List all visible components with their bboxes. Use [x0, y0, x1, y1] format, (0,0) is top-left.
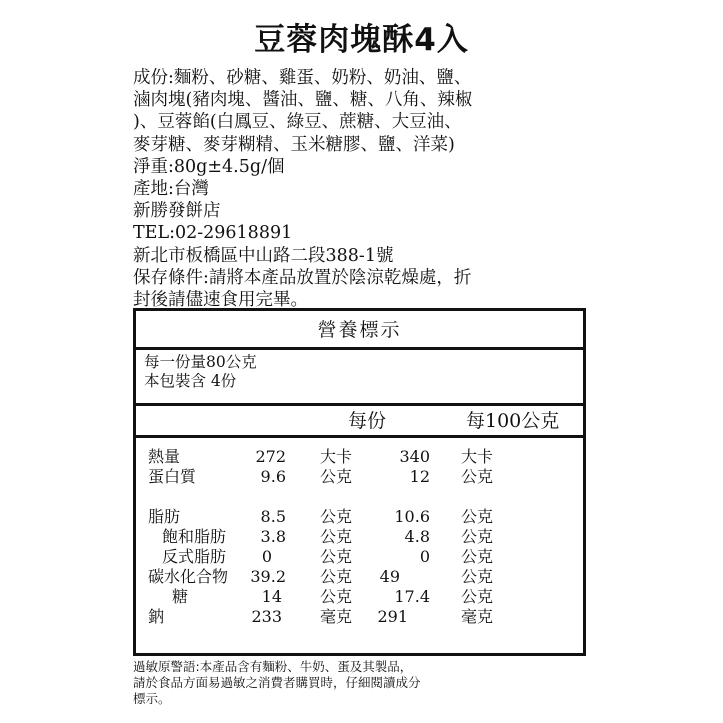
value-per-serving: 9.6	[260, 467, 286, 486]
unit-per-100g: 公克	[461, 507, 494, 526]
nutrition-row	[136, 527, 583, 547]
nutrition-row	[136, 467, 583, 487]
value-per-serving: 233	[251, 607, 282, 626]
allergen-line: 過敏原警語:本產品含有麵粉、牛奶、蛋及其製品，	[133, 659, 413, 674]
info-line: 麥芽糖、麥芽糊精、玉米糖膠、鹽、洋菜)	[133, 134, 455, 155]
value-per-100g: 0	[419, 547, 430, 566]
nutrition-row	[136, 447, 583, 467]
info-line: 保存條件:請將本產品放置於陰涼乾燥處，折	[133, 267, 472, 288]
value-per-serving: 14	[261, 587, 282, 606]
info-line: 封後請儘速食用完畢。	[133, 290, 308, 311]
nutrient-name: 碳水化合物	[148, 567, 229, 586]
column-header-per-100g: 每100公克	[466, 410, 560, 432]
unit-per-serving: 公克	[320, 527, 353, 546]
unit-per-100g: 公克	[461, 527, 494, 546]
allergen-line: 請於食品方面易過敏之消費者購買時，仔細閱讀成分	[133, 675, 421, 690]
unit-per-100g: 毫克	[461, 607, 494, 626]
nutrient-name: 脂肪	[148, 507, 181, 526]
nutrition-row	[136, 567, 583, 587]
divider	[136, 435, 583, 438]
info-line: )、豆蓉餡(白鳳豆、綠豆、蔗糖、大豆油、	[133, 112, 462, 133]
value-per-serving: 3.8	[260, 527, 286, 546]
unit-per-serving: 大卡	[320, 447, 353, 466]
unit-per-100g: 公克	[461, 467, 494, 486]
value-per-100g: 17.4	[394, 587, 430, 606]
unit-per-serving: 公克	[320, 507, 353, 526]
unit-per-serving: 公克	[320, 467, 353, 486]
value-per-100g: 10.6	[394, 507, 430, 526]
nutrient-name: 鈉	[148, 607, 165, 626]
info-line: 滷肉塊(豬肉塊、醬油、鹽、糖、八角、辣椒	[133, 90, 473, 111]
serving-size: 每一份量80公克	[144, 353, 257, 371]
value-per-100g: 340	[399, 447, 430, 466]
info-line: 新勝發餅店	[133, 201, 221, 222]
info-line: 新北市板橋區中山路二段388-1號	[133, 245, 394, 266]
column-header-per-serving: 每份	[348, 410, 387, 432]
value-per-100g: 49	[379, 567, 400, 586]
nutrient-name: 反式脂肪	[162, 547, 227, 566]
unit-per-100g: 公克	[461, 547, 494, 566]
product-title: 豆蓉肉塊酥4入	[254, 22, 469, 58]
nutrition-row	[136, 607, 583, 627]
info-line: 產地:台灣	[133, 179, 209, 200]
servings-per-pack: 本包裝含 4份	[144, 372, 237, 390]
value-per-serving: 272	[255, 447, 286, 466]
unit-per-serving: 公克	[320, 587, 353, 606]
nutrient-name: 飽和脂肪	[162, 527, 227, 546]
unit-per-serving: 公克	[320, 547, 353, 566]
value-per-100g: 12	[409, 467, 430, 486]
unit-per-serving: 毫克	[320, 607, 353, 626]
product-info	[133, 67, 573, 311]
nutrient-name: 熱量	[148, 447, 181, 466]
unit-per-100g: 公克	[461, 567, 494, 586]
nutrition-row	[136, 587, 583, 607]
value-per-100g: 4.8	[404, 527, 430, 546]
divider	[136, 347, 583, 350]
info-line: TEL:02-29618891	[133, 223, 293, 244]
unit-per-serving: 公克	[320, 567, 353, 586]
value-per-serving: 39.2	[250, 567, 286, 586]
value-per-serving: 0	[261, 547, 272, 566]
allergen-line: 標示。	[133, 691, 171, 706]
nutrient-name: 蛋白質	[148, 467, 197, 486]
serving-info	[144, 353, 257, 391]
nutrition-label	[133, 308, 586, 656]
nutrition-row	[136, 547, 583, 567]
info-line: 淨重:80g±4.5g/個	[133, 156, 285, 177]
nutrition-row	[136, 507, 583, 527]
nutrient-name: 糖	[172, 587, 189, 606]
value-per-100g: 291	[377, 607, 408, 626]
allergen-warning	[133, 659, 513, 707]
value-per-serving: 8.5	[260, 507, 286, 526]
nutrition-title: 營養標示	[317, 319, 402, 341]
unit-per-100g: 大卡	[461, 447, 494, 466]
info-line: 成份:麵粉、砂糖、雞蛋、奶粉、奶油、鹽、	[133, 68, 472, 88]
unit-per-100g: 公克	[461, 587, 494, 606]
